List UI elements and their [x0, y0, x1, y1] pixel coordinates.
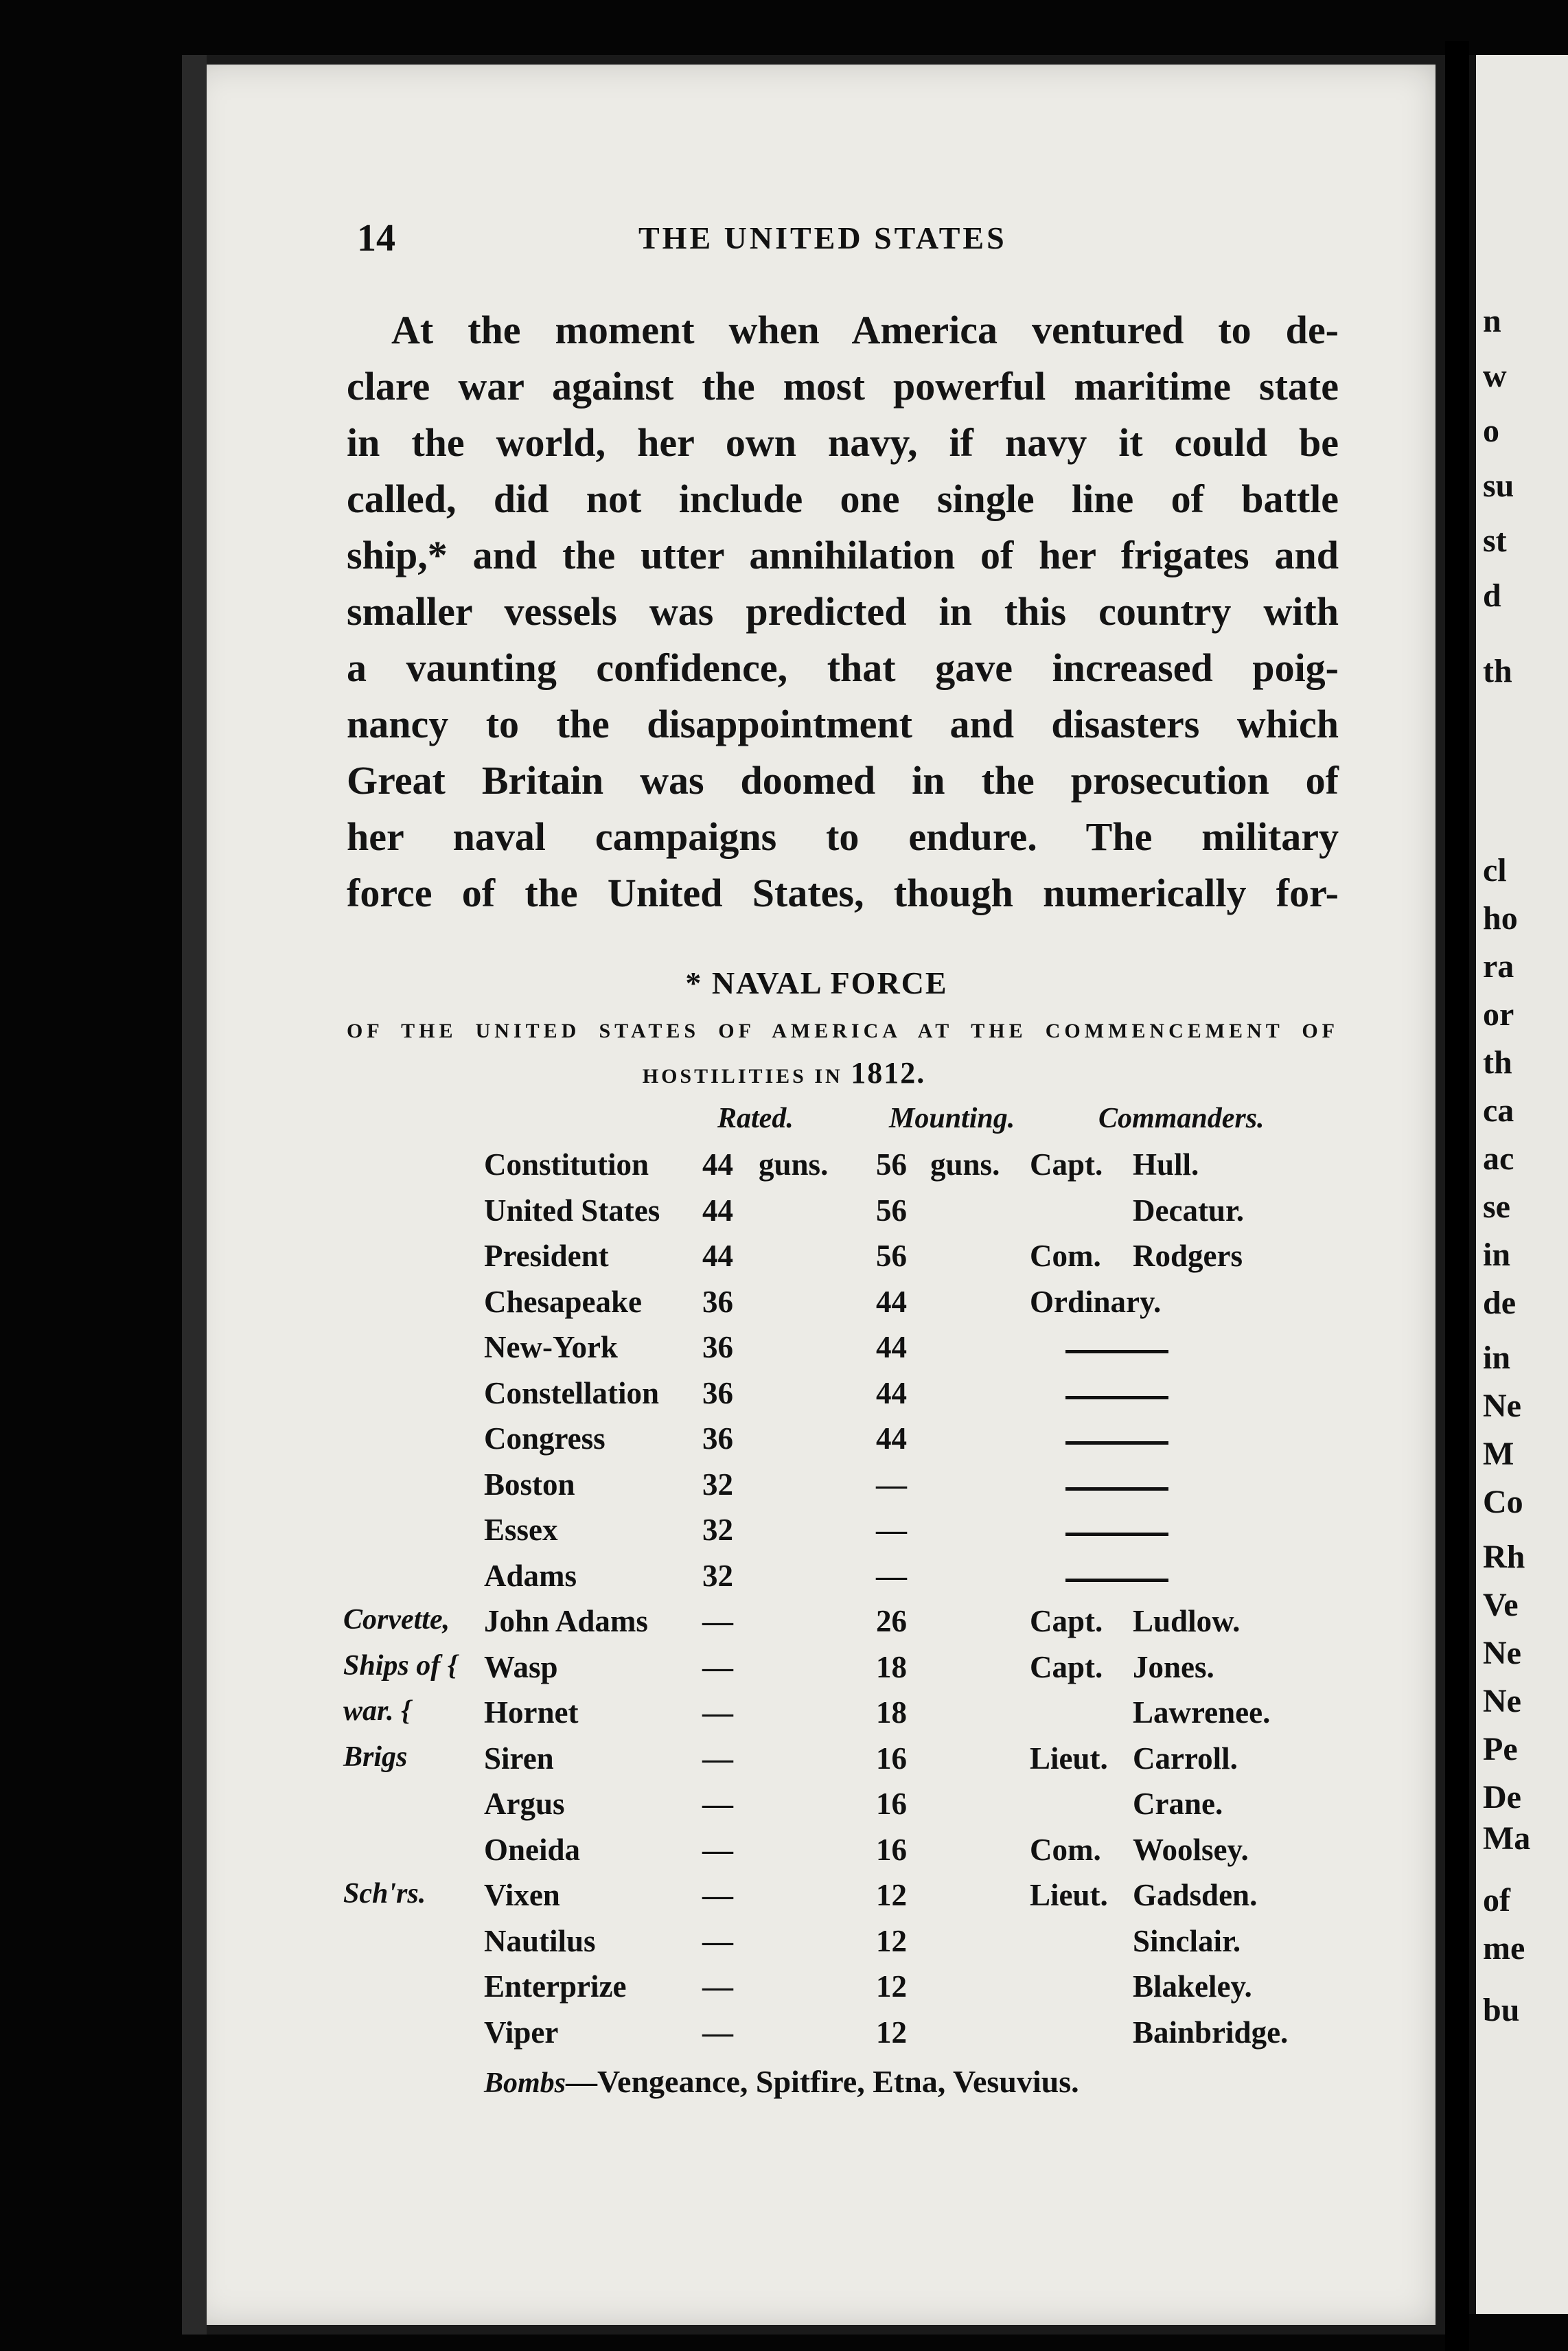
ship-name: Nautilus — [484, 1923, 596, 1958]
table-row — [0, 1512, 1568, 1558]
facing-page-fragment: su — [1483, 468, 1514, 504]
bombs-list: —Vengeance, Spitfire, Etna, Vesuvius. — [566, 2064, 1079, 2099]
body-line: called, did not include one single line of battle — [347, 477, 1339, 521]
facing-page-fragment: Pe — [1483, 1731, 1518, 1767]
rated-guns: — — [702, 2015, 733, 2050]
table-row — [0, 1238, 1568, 1284]
table-row — [0, 1923, 1568, 1969]
facing-page-fragment: me — [1483, 1930, 1525, 1966]
bombs-label: Bombs — [484, 2067, 566, 2099]
rated-guns: 32 — [702, 1467, 733, 1502]
commander-rank: Ordinary. — [1030, 1284, 1162, 1319]
rated-guns: — — [702, 1969, 733, 2004]
rated-guns: 36 — [702, 1284, 733, 1319]
facing-page-fragment: Ne — [1483, 1388, 1521, 1424]
bombs-line — [484, 2063, 1079, 2100]
commander-blank-rule — [1065, 1396, 1168, 1399]
commander-name: Decatur. — [1133, 1193, 1245, 1228]
body-line: force of the United States, though numerically for- — [347, 871, 1339, 915]
body-line: a vaunting confidence, that gave increased poig- — [347, 645, 1339, 690]
facing-page-fragment: De — [1483, 1779, 1521, 1815]
table-row — [0, 1695, 1568, 1741]
rated-guns: 44 — [702, 1239, 733, 1273]
body-line: clare war against the most powerful maritime state — [347, 364, 1339, 409]
rated-guns: 32 — [702, 1558, 733, 1593]
commander-name: Sinclair. — [1133, 1923, 1241, 1958]
table-row — [0, 1467, 1568, 1513]
body-line: nancy to the disappointment and disasters which — [347, 702, 1339, 746]
table-row — [0, 1877, 1568, 1923]
ship-class: Sch'rs. — [343, 1878, 426, 1910]
footnote-title: * NAVAL FORCE — [685, 965, 948, 1000]
mounting-guns: 56 — [876, 1147, 907, 1182]
rated-guns: — — [702, 1604, 733, 1638]
rated-guns: 44 — [702, 1193, 733, 1228]
facing-page-fragment: ac — [1483, 1140, 1514, 1177]
body-line: her naval campaigns to endure. The military — [347, 814, 1339, 859]
mounting-guns: 44 — [876, 1375, 907, 1410]
commander-rank: Capt. — [1030, 1147, 1103, 1182]
commander-name: Woolsey. — [1133, 1832, 1249, 1867]
facing-page-fragment: bu — [1483, 1992, 1520, 2028]
table-row — [0, 1421, 1568, 1467]
mounting-guns: 12 — [876, 1969, 907, 2004]
ship-name: Siren — [484, 1741, 554, 1776]
commander-name: Jones. — [1133, 1649, 1214, 1684]
commander-name: Hull. — [1133, 1147, 1199, 1182]
body-line: in the world, her own navy, if navy it could be — [347, 420, 1339, 465]
rated-guns: — — [702, 1923, 733, 1958]
commander-rank: Lieut. — [1030, 1878, 1108, 1912]
mounting-guns: — — [876, 1558, 907, 1593]
footnote-subtitle-text: HOSTILITIES IN — [642, 1065, 843, 1088]
page-header — [0, 216, 1568, 264]
facing-page-fragment: Ma — [1483, 1820, 1531, 1857]
ship-name: Enterprize — [484, 1969, 627, 2004]
page-number: 14 — [357, 217, 395, 260]
body-line: smaller vessels was predicted in this country with — [347, 589, 1339, 634]
rated-guns: 36 — [702, 1421, 733, 1456]
ship-name: Essex — [484, 1513, 558, 1547]
table-row — [0, 1832, 1568, 1878]
mounting-guns: — — [876, 1513, 907, 1547]
facing-page-fragment: Rh — [1483, 1539, 1525, 1575]
mounting-guns: 44 — [876, 1330, 907, 1364]
commander-rank: Com. — [1030, 1239, 1101, 1273]
facing-page-fragment: ra — [1483, 948, 1514, 985]
commander-name: Ludlow. — [1133, 1604, 1241, 1638]
table-row — [0, 1329, 1568, 1375]
facing-page-fragment: w — [1483, 358, 1507, 394]
mounting-guns: 26 — [876, 1604, 907, 1638]
commander-name: Rodgers — [1133, 1239, 1243, 1273]
ship-name: John Adams — [484, 1604, 648, 1638]
table-row — [0, 1193, 1568, 1239]
ship-name: Boston — [484, 1467, 575, 1502]
mounting-guns: 56 — [876, 1239, 907, 1273]
table-row — [0, 1558, 1568, 1604]
mounting-guns: — — [876, 1467, 907, 1502]
ship-name: Congress — [484, 1421, 606, 1456]
ship-name: New-York — [484, 1330, 618, 1364]
ship-name: Argus — [484, 1787, 565, 1821]
commander-name: Bainbridge. — [1133, 2015, 1289, 2050]
facing-page-fragment: ca — [1483, 1092, 1514, 1129]
ship-name: Viper — [484, 2015, 559, 2050]
commander-blank-rule — [1065, 1579, 1168, 1582]
commander-name: Lawrenee. — [1133, 1695, 1271, 1730]
facing-page-fragment: th — [1483, 653, 1512, 689]
table-row — [0, 1284, 1568, 1330]
rated-guns: 44 — [702, 1147, 733, 1182]
column-commanders: Commanders. — [1098, 1103, 1265, 1134]
mounting-guns: 12 — [876, 1878, 907, 1912]
facing-page-fragment: or — [1483, 996, 1514, 1033]
ship-name: Oneida — [484, 1832, 581, 1867]
commander-blank-rule — [1065, 1441, 1168, 1445]
fleet-table — [0, 1147, 1568, 2060]
facing-page-fragment: se — [1483, 1189, 1510, 1225]
rated-guns: 32 — [702, 1513, 733, 1547]
table-row — [0, 1603, 1568, 1649]
facing-page-fragment: in — [1483, 1237, 1511, 1273]
commander-blank-rule — [1065, 1487, 1168, 1491]
mounting-guns: 16 — [876, 1787, 907, 1821]
table-row — [0, 1147, 1568, 1193]
commander-blank-rule — [1065, 1350, 1168, 1353]
commander-rank: Lieut. — [1030, 1741, 1108, 1776]
mounting-guns: 56 — [876, 1193, 907, 1228]
rated-guns: — — [702, 1787, 733, 1821]
footnote-subtitle: OF THE UNITED STATES OF AMERICA AT THE COMMENCEMENT OF — [347, 1020, 1339, 1042]
ship-name: Constellation — [484, 1375, 660, 1410]
facing-page-fragment: ho — [1483, 900, 1518, 937]
mounting-guns: 16 — [876, 1832, 907, 1867]
facing-page-fragment: Ve — [1483, 1587, 1519, 1623]
mounting-guns: 16 — [876, 1741, 907, 1776]
commander-rank: Com. — [1030, 1832, 1101, 1867]
fleet-table-header — [0, 1102, 1568, 1143]
facing-page-fragment: of — [1483, 1882, 1510, 1918]
commander-name: Gadsden. — [1133, 1878, 1258, 1912]
footnote-year: 1812. — [851, 1056, 926, 1090]
facing-page-fragment: M — [1483, 1436, 1514, 1472]
facing-page-fragment: Ne — [1483, 1635, 1521, 1671]
mounting-guns: 12 — [876, 2015, 907, 2050]
facing-page-fragment: n — [1483, 303, 1501, 339]
ship-name: Adams — [484, 1558, 577, 1593]
facing-page-fragment: d — [1483, 577, 1501, 614]
table-row — [0, 1741, 1568, 1787]
ship-class: war. { — [343, 1695, 411, 1727]
table-row — [0, 1649, 1568, 1695]
facing-page-fragment: de — [1483, 1285, 1516, 1321]
facing-page-fragment: cl — [1483, 852, 1507, 888]
rated-guns: — — [702, 1649, 733, 1684]
ship-name: Constitution — [484, 1147, 649, 1182]
table-row — [0, 1969, 1568, 2015]
rated-unit: guns. — [759, 1147, 829, 1182]
running-head: THE UNITED STATES — [638, 220, 1007, 255]
column-mounting: Mounting. — [889, 1103, 1015, 1134]
body-paragraph — [347, 302, 1339, 921]
footnote-subtitle-continued — [0, 1055, 1568, 1090]
mounting-unit: guns. — [930, 1147, 1000, 1182]
mounting-guns: 18 — [876, 1695, 907, 1730]
table-row — [0, 1786, 1568, 1832]
ship-name: United States — [484, 1193, 660, 1228]
mounting-guns: 12 — [876, 1923, 907, 1958]
ship-name: Chesapeake — [484, 1284, 643, 1319]
facing-page-fragment: Ne — [1483, 1683, 1521, 1719]
table-row — [0, 2015, 1568, 2061]
commander-rank: Capt. — [1030, 1649, 1103, 1684]
ship-name: President — [484, 1239, 609, 1273]
ship-class: Ships of { — [343, 1649, 458, 1682]
commander-blank-rule — [1065, 1533, 1168, 1536]
commander-rank: Capt. — [1030, 1604, 1103, 1638]
ship-class: Brigs — [343, 1741, 408, 1773]
rated-guns: — — [702, 1695, 733, 1730]
facing-page-fragment: Co — [1483, 1484, 1523, 1520]
commander-name: Crane. — [1133, 1787, 1223, 1821]
facing-page-fragment: st — [1483, 523, 1507, 559]
body-line: Great Britain was doomed in the prosecution of — [347, 758, 1339, 803]
commander-name: Blakeley. — [1133, 1969, 1252, 2004]
mounting-guns: 44 — [876, 1284, 907, 1319]
rated-guns: — — [702, 1832, 733, 1867]
facing-page-fragment: th — [1483, 1044, 1512, 1081]
rated-guns: — — [702, 1878, 733, 1912]
ship-class: Corvette, — [343, 1604, 450, 1636]
ship-name: Wasp — [484, 1649, 558, 1684]
rated-guns: 36 — [702, 1330, 733, 1364]
rated-guns: — — [702, 1741, 733, 1776]
column-rated: Rated. — [717, 1103, 794, 1134]
ship-name: Hornet — [484, 1695, 579, 1730]
mounting-guns: 44 — [876, 1421, 907, 1456]
facing-page-fragment: in — [1483, 1340, 1511, 1376]
rated-guns: 36 — [702, 1375, 733, 1410]
body-line: ship,* and the utter annihilation of her frigates and — [347, 533, 1339, 577]
facing-page-fragment: o — [1483, 413, 1499, 449]
commander-name: Carroll. — [1133, 1741, 1238, 1776]
ship-name: Vixen — [484, 1878, 560, 1912]
mounting-guns: 18 — [876, 1649, 907, 1684]
body-line: At the moment when America ventured to de- — [391, 308, 1339, 352]
table-row — [0, 1375, 1568, 1421]
